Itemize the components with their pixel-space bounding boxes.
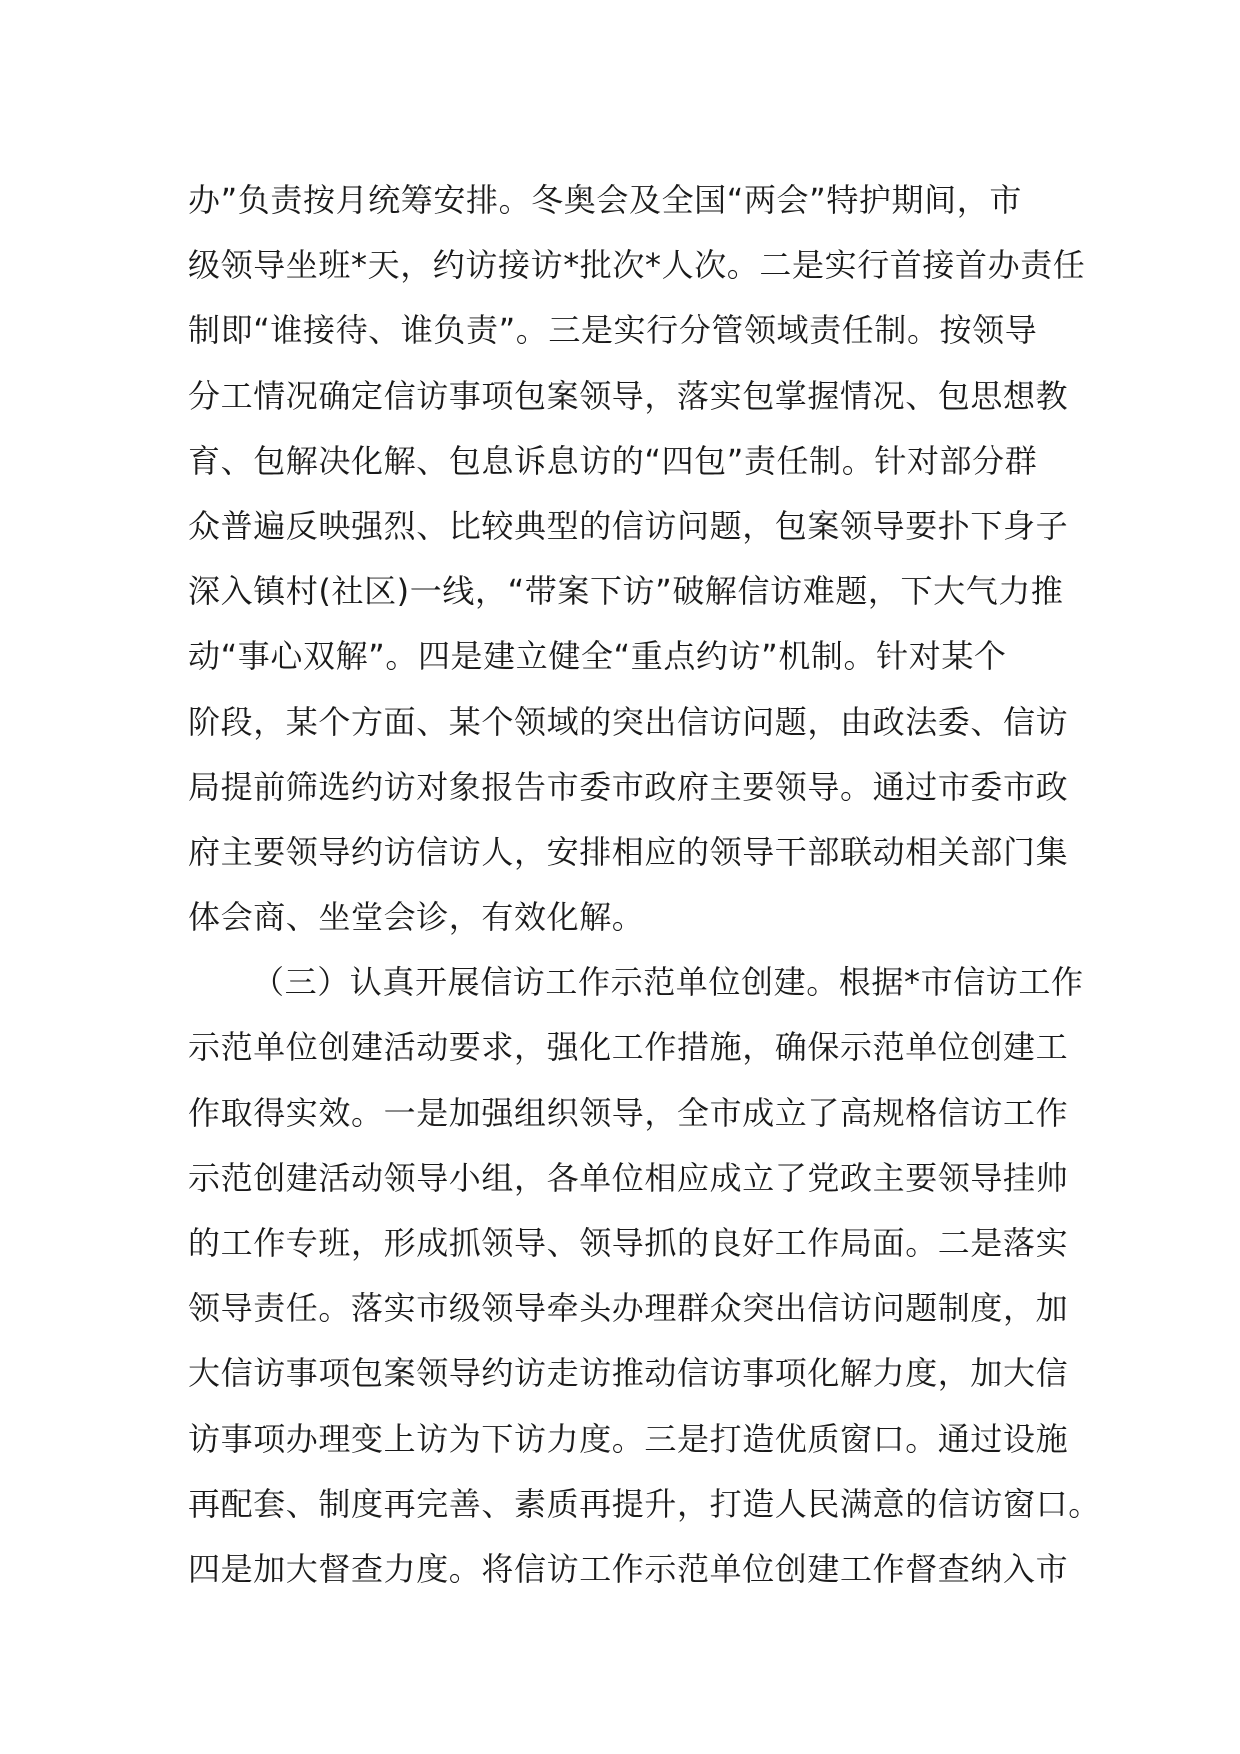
- text-line: 示范单位创建活动要求，强化工作措施，确保示范单位创建工: [188, 1028, 1069, 1067]
- text-line: 体会商、坐堂会诊，有效化解。: [188, 898, 645, 937]
- text-line: 阶段，某个方面、某个领域的突出信访问题，由政法委、信访: [188, 702, 1069, 741]
- text-line: 大信访事项包案领导约访走访推动信访事项化解力度，加大信: [188, 1354, 1069, 1393]
- text-line: 领导责任。落实市级领导牵头办理群众突出信访问题制度，加: [188, 1289, 1069, 1328]
- text-line: 动“事心双解”。四是建立健全“重点约访”机制。针对某个: [188, 637, 1007, 676]
- text-line: 作取得实效。一是加强组织领导，全市成立了高规格信访工作: [188, 1093, 1069, 1132]
- text-line: 制即“谁接待、谁负责”。三是实行分管领域责任制。按领导: [188, 311, 1038, 350]
- text-line: 级领导坐班*天，约访接访*批次*人次。二是实行首接首办责任: [188, 246, 1086, 285]
- text-line: 局提前筛选约访对象报告市委市政府主要领导。通过市委市政: [188, 767, 1069, 806]
- text-line: 访事项办理变上访为下访力度。三是打造优质窗口。通过设施: [188, 1419, 1069, 1458]
- text-line: 的工作专班，形成抓领导、领导抓的良好工作局面。二是落实: [188, 1224, 1069, 1262]
- text-line: 众普遍反映强烈、比较典型的信访问题，包案领导要扑下身子: [188, 506, 1069, 545]
- text-line: 办”负责按月统筹安排。冬奥会及全国“两会”特护期间，市: [188, 181, 1022, 219]
- section-heading-line: （三）认真开展信访工作示范单位创建。根据*市信访工作: [252, 963, 1084, 1002]
- text-line: 府主要领导约访信访人，安排相应的领导干部联动相关部门集: [188, 832, 1069, 871]
- text-line: 育、包解决化解、包息诉息访的“四包”责任制。针对部分群: [188, 441, 1038, 480]
- text-line: 分工情况确定信访事项包案领导，落实包掌握情况、包思想教: [188, 376, 1069, 415]
- text-line: 再配套、制度再完善、素质再提升，打造人民满意的信访窗口。: [188, 1484, 1101, 1523]
- text-line: 示范创建活动领导小组，各单位相应成立了党政主要领导挂帅: [188, 1158, 1069, 1197]
- body-text: [188, 168, 1101, 1602]
- text-line: 四是加大督查力度。将信访工作示范单位创建工作督查纳入市: [188, 1549, 1069, 1588]
- text-line: 深入镇村(社区)一线，“带案下访”破解信访难题，下大气力推: [188, 572, 1064, 611]
